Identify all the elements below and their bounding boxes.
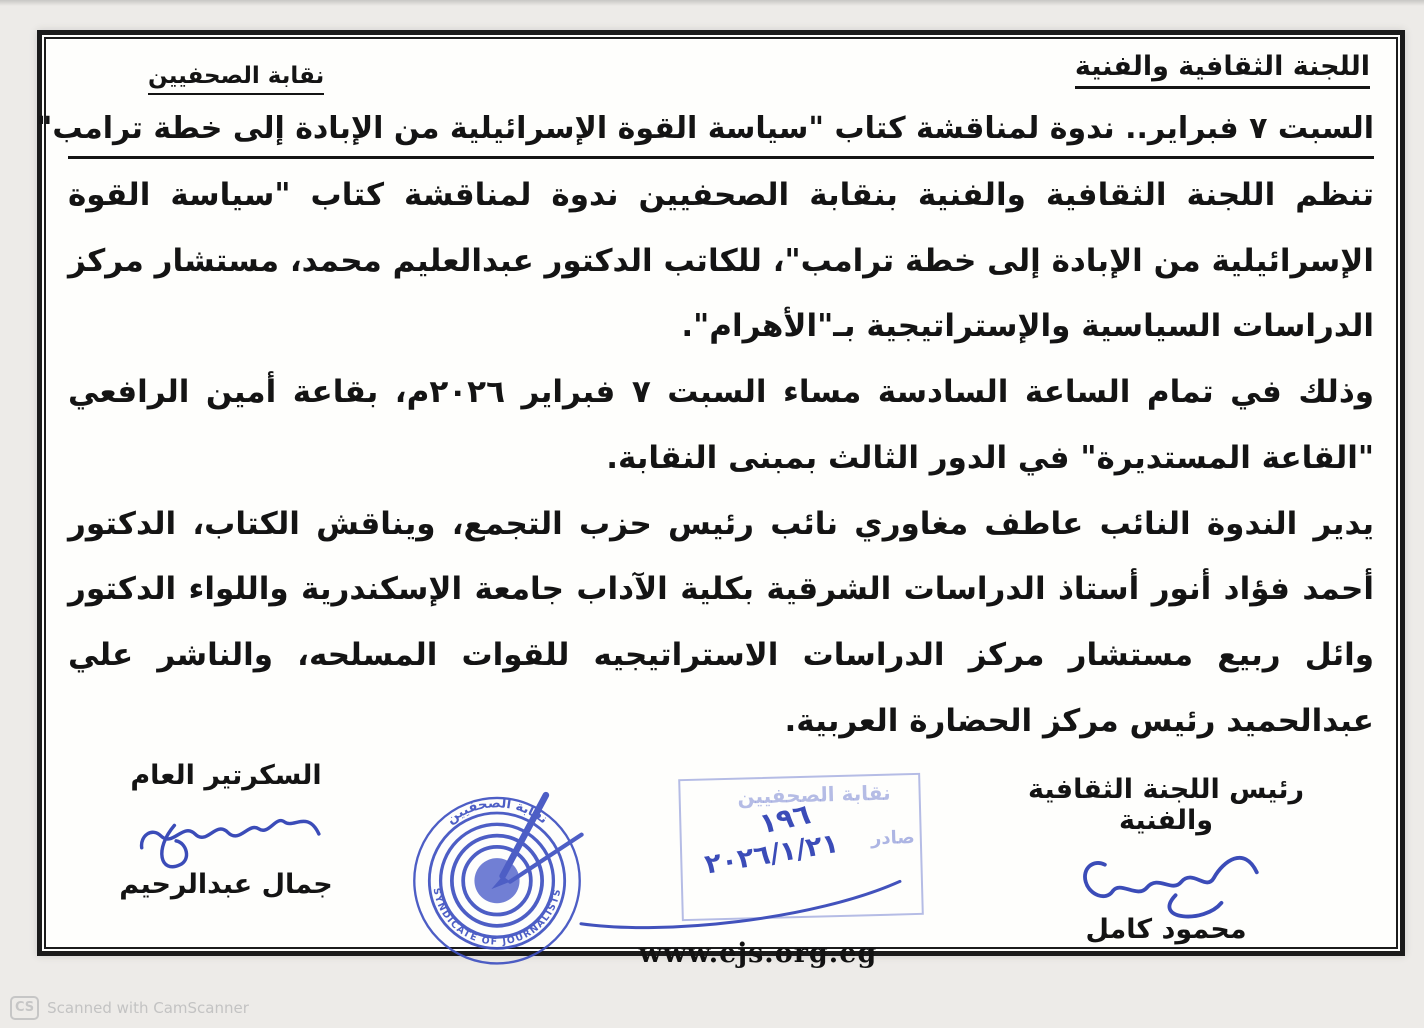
syndicate-round-seal-icon bbox=[403, 782, 591, 970]
website-url: www.ejs.org.eg bbox=[638, 938, 878, 970]
secretary-name: جمال عبدالرحيم bbox=[119, 869, 333, 901]
chairman-title: رئيس اللجنة الثقافية والفنية bbox=[1028, 774, 1304, 837]
pen-underline-swoosh-icon bbox=[578, 876, 909, 937]
syndicate-title: نقابة الصحفيين bbox=[148, 63, 324, 95]
letterhead bbox=[68, 47, 1374, 95]
camscanner-watermark bbox=[10, 996, 249, 1020]
headline: السبت ٧ فبراير.. ندوة لمناقشة كتاب "سياسة القوة الإسرائيلية من الإبادة إلى خطة ترامب" bbox=[68, 95, 1374, 159]
camscanner-logo-icon: CS bbox=[10, 996, 39, 1020]
secretary-signature-icon bbox=[86, 791, 366, 877]
document-page bbox=[36, 30, 1405, 970]
stamp-org-text: نقابة الصحفيين bbox=[737, 781, 891, 810]
chairman-name: محمود كامل bbox=[1085, 914, 1247, 946]
secretary-signature-block bbox=[86, 760, 366, 900]
paragraph-speakers: يدير الندوة النائب عاطف مغاوري نائب رئيس حزب التجمع، ويناقش الكتاب، الدكتور أحمد فؤاد أنور أستاذ الدراسات الشرقية بكلية الآداب جامعة الإسكندرية واللواء الدكتور وائل ربيع مستشار مركز الدراسات الاستراتيجيه للقوات المسلحه، والناشر علي عبدالحميد رئيس مركز الحضارة العربية. bbox=[68, 505, 1374, 739]
scanner-edge-shadow bbox=[0, 0, 1424, 6]
handwritten-serial-number: ١٩٦ bbox=[756, 797, 814, 842]
paragraph-organizer: تنظم اللجنة الثقافية والفنية بنقابة الصحفيين ندوة لمناقشة كتاب "سياسة القوة الإسرائيلية من الإبادة إلى خطة ترامب"، للكاتب الدكتور عبدالعليم محمد، مستشار مركز الدراسات السياسية والإستراتيجية بـ"الأهرام". bbox=[68, 177, 1374, 345]
committee-title: اللجنة الثقافية والفنية bbox=[1075, 51, 1370, 89]
registry-box-stamp bbox=[678, 773, 924, 921]
handwritten-date: ٢٠٢٦/١/٢١ bbox=[702, 828, 841, 882]
camscanner-text: Scanned with CamScanner bbox=[47, 999, 249, 1017]
chairman-signature-block bbox=[986, 774, 1346, 945]
document-content bbox=[36, 35, 1400, 970]
chairman-signature-icon bbox=[986, 836, 1346, 922]
signature-section bbox=[68, 760, 1374, 998]
secretary-title: السكرتير العام bbox=[130, 760, 322, 792]
seal-arabic-ring-text: نقابة الصحفيين bbox=[443, 796, 551, 828]
paragraph-datetime-venue: وذلك في تمام الساعة السادسة مساء السبت ٧ فبراير ٢٠٢٦م، بقاعة أمين الرافعي "القاعة المستديرة" في الدور الثالث بمبنى النقابة. bbox=[68, 374, 1375, 476]
seal-english-ring-text: SYNDICATE OF JOURNALISTS bbox=[430, 887, 564, 949]
stamp-issued-label: صادر bbox=[870, 827, 916, 850]
announcement-body bbox=[68, 163, 1374, 754]
